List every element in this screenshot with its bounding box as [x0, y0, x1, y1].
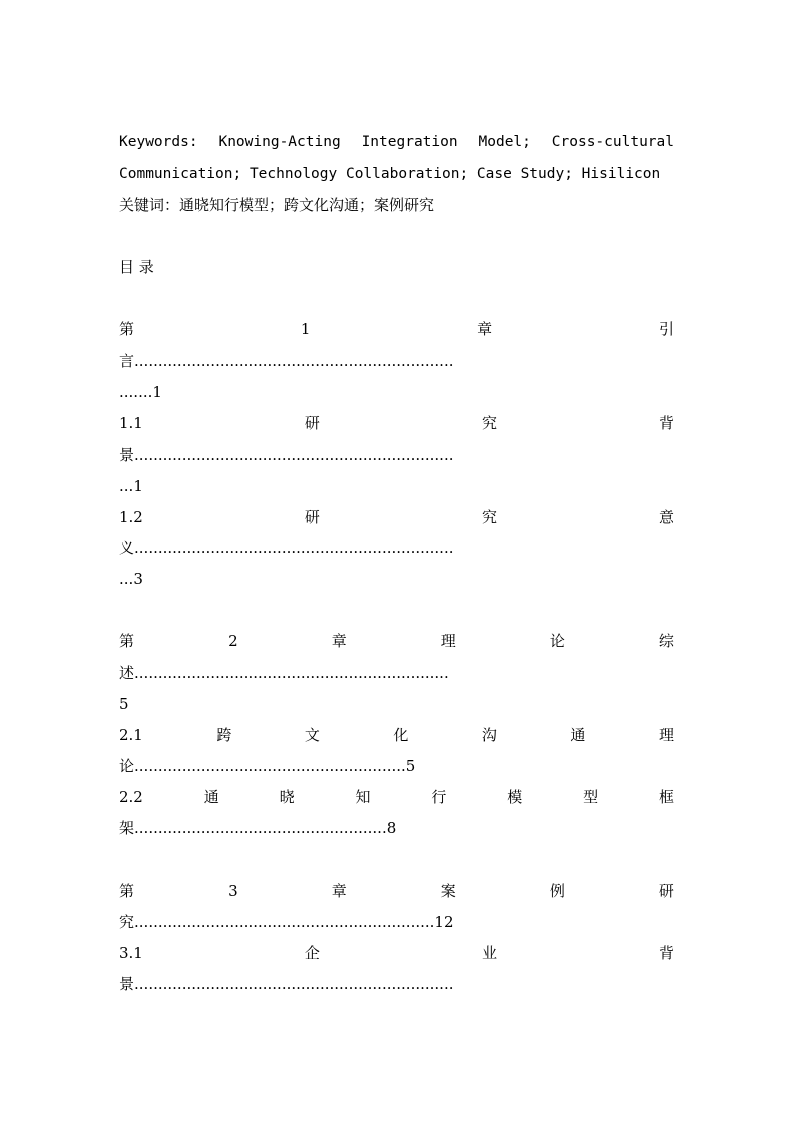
toc-page-number: 5 [119, 695, 129, 713]
toc-word: 理 [658, 726, 674, 744]
toc-word: 架 [119, 819, 135, 837]
toc-entry-2-2-leader [119, 813, 584, 844]
toc-word: 研 [304, 414, 320, 432]
keywords-en-line-2: Communication; Technology Collaboration; Case Study; Hisilicon [119, 166, 661, 182]
toc-word: 例 [549, 882, 565, 900]
toc-dot-leader: ................................................................... [134, 975, 454, 993]
toc-entry-2-1-leader [119, 751, 619, 782]
toc-word: 意 [658, 508, 674, 526]
keyword-word: Knowing-Acting [218, 134, 341, 150]
toc-word: 型 [583, 788, 599, 806]
toc-dot-leader: .................................................................. [134, 664, 449, 682]
toc-entry-2-1-head [119, 720, 674, 751]
keyword-word: Model; [478, 134, 531, 150]
toc-entry-1-2-page [119, 564, 674, 595]
keyword-word: Cross-cultural [551, 134, 674, 150]
toc-section-number: 2.2 [119, 788, 143, 806]
toc-entry-chapter-2-page [119, 689, 674, 720]
toc-page-number: 3 [133, 570, 143, 588]
toc-word: 背 [658, 414, 674, 432]
toc-entry-1-1-page [119, 471, 674, 502]
toc-word: 究 [119, 913, 135, 931]
toc-entry-chapter-2-head [119, 626, 674, 657]
toc-word: 1 [300, 320, 311, 338]
toc-word: 研 [304, 508, 320, 526]
toc-entry-chapter-3-leader [119, 907, 674, 938]
toc-word: 模 [507, 788, 523, 806]
toc-dot-leader: ... [119, 477, 134, 495]
toc-section-number: 1.1 [119, 414, 143, 432]
toc-entry-2-2-head [119, 782, 674, 813]
toc-word: 2 [228, 632, 238, 650]
toc-word: 景 [119, 446, 135, 464]
toc-word: 业 [481, 944, 497, 962]
toc-word: 论 [119, 757, 135, 775]
toc-section-number: 3.1 [119, 944, 143, 962]
keywords-en-line-1 [119, 127, 674, 158]
toc-word: 第 [119, 632, 135, 650]
toc-entry-1-1-head [119, 408, 674, 439]
toc-dot-leader: ................................................................... [134, 539, 454, 557]
toc-word: 案 [440, 882, 456, 900]
toc-word: 景 [119, 975, 135, 993]
toc-word: 综 [658, 632, 674, 650]
toc-word: 言 [119, 352, 135, 370]
toc-section-number: 2.1 [119, 726, 143, 744]
toc-word: 理 [440, 632, 456, 650]
toc-word: 论 [549, 632, 565, 650]
toc-entry-chapter-1-page [119, 377, 674, 408]
toc-entry-chapter-1-leader [119, 346, 674, 377]
toc-entry-1-2-head [119, 502, 674, 533]
toc-entry-chapter-1-head [119, 314, 674, 345]
toc-word: 通 [570, 726, 586, 744]
toc-dot-leader: ......................................................... [134, 757, 406, 775]
toc-word: 文 [304, 726, 320, 744]
toc-word: 沟 [481, 726, 497, 744]
toc-dot-leader: ..................................................... [134, 819, 387, 837]
toc-section-number: 1.2 [119, 508, 143, 526]
toc-word: 章 [331, 632, 347, 650]
toc-dot-leader: ....... [119, 383, 153, 401]
toc-word: 研 [658, 882, 674, 900]
toc-page-number: 5 [405, 757, 416, 775]
toc-word: 章 [331, 882, 347, 900]
toc-title: 目 录 [119, 258, 154, 276]
toc-word: 究 [481, 508, 497, 526]
toc-word: 行 [431, 788, 447, 806]
toc-word: 究 [481, 414, 497, 432]
toc-page-number: 8 [386, 819, 397, 837]
toc-entry-chapter-2-leader [119, 658, 669, 689]
toc-entry-1-1-leader [119, 440, 674, 471]
keywords-label: Keywords: [119, 134, 198, 150]
toc-word: 框 [658, 788, 674, 806]
toc-dot-leader: ................................................................... [134, 352, 454, 370]
toc-dot-leader: ................................................................... [134, 446, 454, 464]
keyword-word: Integration [361, 134, 458, 150]
toc-entry-chapter-3-head [119, 876, 674, 907]
toc-word: 第 [119, 882, 135, 900]
toc-entry-1-2-leader [119, 533, 674, 564]
toc-page-number: 12 [434, 913, 454, 931]
toc-word: 化 [393, 726, 409, 744]
toc-entry-3-1-head [119, 938, 674, 969]
toc-word: 章 [477, 320, 493, 338]
toc-word: 义 [119, 539, 135, 557]
toc-entry-3-1-leader [119, 969, 674, 1000]
toc-dot-leader: ... [119, 570, 134, 588]
toc-word: 通 [203, 788, 219, 806]
toc-word: 第 [119, 320, 135, 338]
toc-word: 3 [228, 882, 238, 900]
toc-word: 述 [119, 664, 135, 682]
toc-dot-leader: ............................................................... [134, 913, 435, 931]
toc-page-number: 1 [133, 477, 143, 495]
toc-word: 晓 [279, 788, 295, 806]
toc-page-number: 1 [152, 383, 162, 401]
toc-word: 企 [304, 944, 320, 962]
toc-word: 引 [658, 320, 674, 338]
toc-word: 知 [355, 788, 371, 806]
keywords-cn: 关键词：通晓知行模型；跨文化沟通；案例研究 [119, 196, 435, 214]
toc-word: 背 [658, 944, 674, 962]
toc-word: 跨 [216, 726, 232, 744]
